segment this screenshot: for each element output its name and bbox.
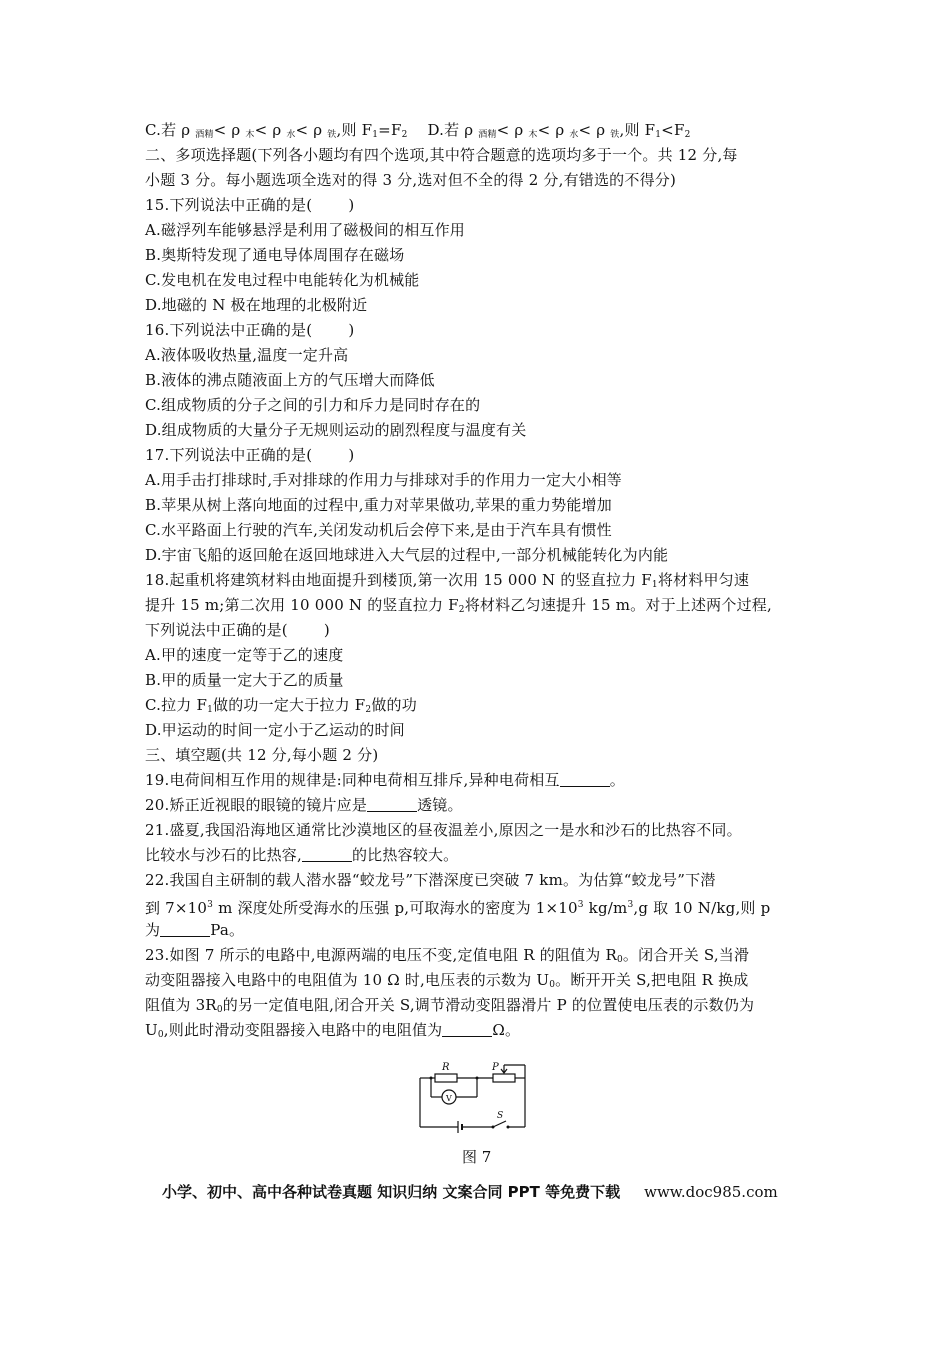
q15-option-c: C.发电机在发电过程中电能转化为机械能 (145, 271, 420, 289)
switch-contact (507, 1126, 510, 1129)
switch-s (493, 1121, 506, 1127)
q17-option-b: B.苹果从树上落向地面的过程中,重力对苹果做功,苹果的重力势能增加 (145, 496, 612, 514)
subscript: 酒精 (195, 130, 214, 140)
subscript: 1 (372, 130, 379, 140)
text-run: <F (661, 121, 685, 139)
subscript: 2 (401, 130, 408, 140)
stem-text: 17.下列说法中正确的是( (145, 446, 313, 464)
subscript: 0 (157, 1030, 164, 1040)
subscript: 水 (286, 130, 296, 140)
paren-close: ) (348, 321, 355, 339)
label-p: P (492, 1062, 499, 1073)
q16-stem (145, 320, 825, 340)
text-run: 。 (609, 771, 625, 789)
text-run: 19.电荷间相互作用的规律是:同种电荷相互排斥,异种电荷相互 (145, 771, 560, 789)
subscript: 2 (458, 605, 465, 615)
subscript: 0 (616, 955, 623, 965)
section2-title-line2: 小题 3 分。每小题选项全选对的得 3 分,选对但不全的得 2 分,有错选的不得分) (145, 171, 677, 189)
q22-line3 (145, 920, 825, 940)
text-run: U (145, 1021, 158, 1039)
text-run: 。闭合开关 S,当滑 (622, 946, 750, 964)
q16-option-a: A.液体吸收热量,温度一定升高 (145, 346, 349, 364)
q18-stem-line3 (145, 620, 825, 640)
text-run: 将材料乙匀速提升 15 m。对于上述两个过程, (464, 596, 772, 614)
text-run: 比较水与沙石的比热容, (145, 846, 302, 864)
q14-options-cd (145, 120, 825, 145)
text-run: 。断开开关 S,把电阻 R 换成 (555, 971, 749, 989)
subscript: 1 (207, 705, 214, 715)
text-run: 做的功 (371, 696, 417, 714)
q17-stem (145, 445, 825, 465)
subscript: 1 (655, 130, 662, 140)
text-run: < ρ (213, 121, 246, 139)
text-run: < ρ (496, 121, 529, 139)
q18-stem-line1 (145, 570, 825, 595)
text-run: 18.起重机将建筑材料由地面提升到楼顶,第一次用 15 000 N 的竖直拉力 F (145, 571, 652, 589)
section3-title: 三、填空题(共 12 分,每小题 2 分) (145, 746, 379, 764)
q21-line1: 21.盛夏,我国沿海地区通常比沙漠地区的昼夜温差小,原因之一是水和沙石的比热容不同。 (145, 821, 742, 839)
rheostat (493, 1074, 515, 1082)
answer-blank[interactable] (560, 772, 610, 787)
circuit-diagram (405, 1015, 540, 1140)
text-run: kg/m (583, 899, 628, 917)
q16-option-c: C.组成物质的分子之间的引力和斥力是同时存在的 (145, 396, 481, 414)
subscript: 0 (216, 1005, 223, 1015)
label-s: S (497, 1111, 504, 1121)
text-run: 到 7×10 (145, 899, 208, 917)
junction (430, 1077, 433, 1080)
q21-line2 (145, 845, 825, 865)
subscript: 木 (245, 130, 255, 140)
q17-option-d: D.宇宙飞船的返回舱在返回地球进入大气层的过程中,一部分机械能转化为内能 (145, 546, 669, 564)
text-run: < ρ (295, 121, 328, 139)
q14-d-text: D.若 ρ (427, 121, 479, 139)
text-run: ,则 F (619, 121, 656, 139)
figure-caption: 图 7 (462, 1148, 492, 1166)
footer-url[interactable]: www.doc985.com (644, 1183, 778, 1201)
subscript: 木 (528, 130, 538, 140)
switch-pivot (492, 1126, 495, 1129)
text-run: C.拉力 F (145, 696, 208, 714)
text-run: 动变阻器接入电路中的电阻值为 10 Ω 时,电压表的示数为 U (145, 971, 550, 989)
answer-blank[interactable] (160, 922, 210, 937)
text-run: ,则 F (336, 121, 373, 139)
subscript: 1 (651, 580, 658, 590)
junction (476, 1077, 479, 1080)
text-run: ,g 取 10 N/kg,则 p (633, 899, 771, 917)
text-run: 透镜。 (417, 796, 463, 814)
q23-line1 (145, 945, 825, 970)
stem-text: 15.下列说法中正确的是( (145, 196, 313, 214)
q15-option-b: B.奥斯特发现了通电导体周围存在磁场 (145, 246, 405, 264)
text-run: Ω。 (492, 1021, 521, 1039)
superscript: 3 (207, 900, 214, 910)
text-run: 提升 15 m;第二次用 10 000 N 的竖直拉力 F (145, 596, 459, 614)
footer-text: 小学、初中、高中各种试卷真题 知识归纳 文案合同 PPT 等免费下载 (162, 1183, 621, 1201)
q23-line4 (145, 1020, 521, 1045)
section2-title-line1: 二、多项选择题(下列各小题均有四个选项,其中符合题意的选项均多于一个。共 12 分,每 (145, 146, 738, 164)
text-run: < ρ (254, 121, 287, 139)
q14-c-text: C.若 ρ (145, 121, 196, 139)
subscript: 铁 (610, 130, 620, 140)
q18-option-b: B.甲的质量一定大于乙的质量 (145, 671, 344, 689)
q18-option-a: A.甲的速度一定等于乙的速度 (145, 646, 344, 664)
resistor-r (435, 1074, 457, 1082)
text-run: < ρ (578, 121, 611, 139)
q15-stem (145, 195, 825, 215)
q17-option-c: C.水平路面上行驶的汽车,关闭发动机后会停下来,是由于汽车具有惯性 (145, 521, 612, 539)
q16-option-d: D.组成物质的大量分子无规则运动的剧烈程度与温度有关 (145, 421, 527, 439)
answer-blank[interactable] (367, 797, 417, 812)
text-run: =F (378, 121, 402, 139)
text-run: 23.如图 7 所示的电路中,电源两端的电压不变,定值电阻 R 的阻值为 R (145, 946, 617, 964)
text-run: 为 (145, 921, 161, 939)
text-run: 20.矫正近视眼的眼镜的镜片应是 (145, 796, 368, 814)
subscript: 水 (569, 130, 579, 140)
q16-option-b: B.液体的沸点随液面上方的气压增大而降低 (145, 371, 435, 389)
superscript: 3 (577, 900, 584, 910)
subscript: 2 (365, 705, 372, 715)
text-run: Pa。 (210, 921, 245, 939)
q15-option-d: D.地磁的 N 极在地理的北极附近 (145, 296, 368, 314)
q19 (145, 770, 825, 790)
q18-option-c (145, 695, 825, 720)
label-r: R (442, 1062, 450, 1073)
footer (162, 1181, 778, 1202)
label-v: V (446, 1094, 452, 1103)
text-run: ,则此时滑动变阻器接入电路中的电阻值为 (163, 1021, 443, 1039)
text-run: 下列说法中正确的是( (145, 621, 288, 639)
subscript: 铁 (327, 130, 337, 140)
paren-close: ) (348, 446, 355, 464)
subscript: 0 (549, 980, 556, 990)
text-run: 阻值为 3R (145, 996, 217, 1014)
subscript: 2 (684, 130, 691, 140)
text-run: m 深度处所受海水的压强 p,可取海水的密度为 1×10 (213, 899, 578, 917)
stem-text: 16.下列说法中正确的是( (145, 321, 313, 339)
q23-line2 (145, 970, 825, 995)
text-run: 将材料甲匀速 (657, 571, 750, 589)
q20 (145, 795, 825, 815)
subscript: 酒精 (478, 130, 497, 140)
text-run: 的比热容较大。 (351, 846, 459, 864)
q22-line1: 22.我国自主研制的载人潜水器“蛟龙号”下潜深度已突破 7 km。为估算“蛟龙号”下潜 (145, 871, 716, 889)
q18-option-d: D.甲运动的时间一定小于乙运动的时间 (145, 721, 405, 739)
q18-stem-line2 (145, 595, 825, 620)
paren-close: ) (323, 621, 330, 639)
text-run: 做的功一定大于拉力 F (213, 696, 366, 714)
q22-line2 (145, 895, 825, 918)
q17-option-a: A.用手击打排球时,手对排球的作用力与排球对手的作用力一定大小相等 (145, 471, 622, 489)
text-run: 的另一定值电阻,闭合开关 S,调节滑动变阻器滑片 P 的位置使电压表的示数仍为 (222, 996, 755, 1014)
answer-blank[interactable] (302, 847, 352, 862)
text-run: < ρ (537, 121, 570, 139)
q15-option-a: A.磁浮列车能够悬浮是利用了磁极间的相互作用 (145, 221, 466, 239)
paren-close: ) (348, 196, 355, 214)
superscript: 3 (627, 900, 634, 910)
